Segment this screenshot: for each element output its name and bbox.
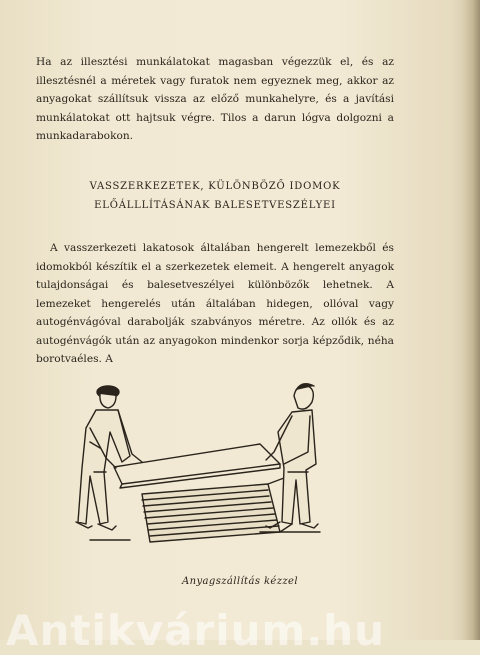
paragraph-text: Ha az illesztési munkálatokat magasban végezzük el, és az illesztésnél a méretek vagy furatok nem egyeznek meg, akkor az anyagokat szállítsuk vissza az előző munkahelyre, és a javítási munkálatokat ott hajtsuk végre. Tilos a darun lógva dolgozni a munkadarabokon.	[36, 56, 394, 142]
section-heading	[36, 177, 394, 215]
paragraph-text: A vasszerkezeti lakatosok általában hengerelt lemezekből és idomokból készítik el a szerkezetek elemeit. A hengerelt anyagok tulajdonságai és balesetveszélyei különbözők lehetnek. A lemezeket hengerelés után általában hidegen, ollóval vagy autogénvágóval darabolják szabványos méretre. Az ollók és az autogénvágók után az anyagokon mindenkor sorja képződik, néha borotvaéles. A	[36, 242, 394, 365]
illustration-carrying-sheet	[70, 372, 420, 572]
figure-caption: Anyagszállítás kézzel	[182, 576, 298, 587]
page-edge-shadow	[462, 0, 480, 640]
paragraph-steel-structures	[36, 239, 394, 369]
heading-line-2: ELŐÁLLLÍTÁSÁNAK BALESETVESZÉLYEI	[94, 200, 336, 211]
heading-line-1: VASSZERKEZETEK, KÜLÖNBÖZŐ IDOMOK	[89, 181, 341, 192]
watermark-logo: Antikvárium.hu	[6, 606, 386, 655]
left-worker	[76, 386, 142, 530]
paragraph-safety-instructions	[36, 53, 394, 146]
